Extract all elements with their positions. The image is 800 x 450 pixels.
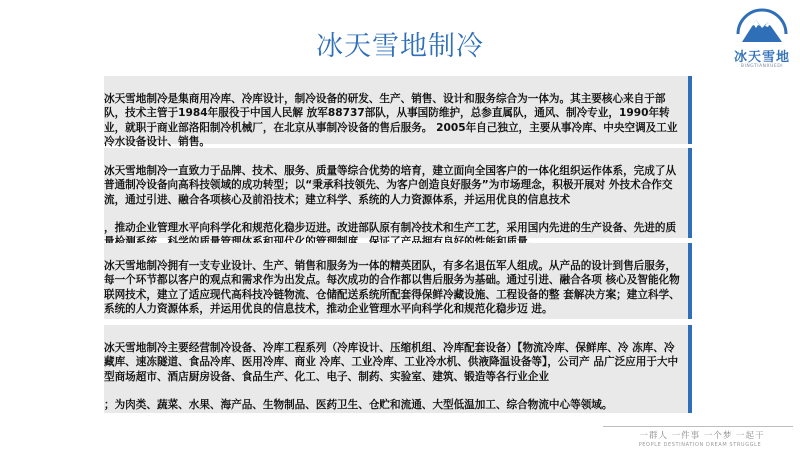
paragraph-text: 冰天雪地制冷拥有一支专业设计、生产、销售和服务为一体的精英团队，有多名退伍军人组成。从产品的设计到售后服务，每一个环节都以客户的观点和需求作为出发点。每次成功的合作都以售后服务为基础。通过引进、融合各项 核心及智能化物联网技术，建立了适应现代高科技冷链物流、仓储配送系统所配套得保鲜冷藏设施、工程设备的整 套解决方案；建立科学、系统的人力资源体系，并运用优良的信息技术，推动企业管理水平向科学化和规范化稳步迈 进。 [104, 260, 680, 315]
business-paragraph [104, 325, 692, 413]
footer-divider [603, 426, 793, 427]
logo-name: 冰天雪地 [733, 50, 790, 65]
paragraph-text: ，推动企业管理水平向科学化和规范化稳步迈进。改进部队原有制冷技术和生产工艺，采用国内先进的生产设备、先进的质 [104, 222, 677, 235]
paragraph-text: 冰天雪地制冷是集商用冷库、冷库设计，制冷设备的研发、生产、销售、设计和服务综合为一体为。其主要核心来自于部队，技术主管于1984年服役于中国人民解 放军88737部队，从事国防维护，总参直属队，通风、制冷专业，1990年转业，就职于商业部洛阳制冷机械厂，在北京从事制冷设备的售后服务。 2005年自己独立，主要从事冷库、中央空调及工业冷水设备设计、销售。 [104, 93, 678, 148]
philosophy-paragraph [104, 148, 692, 238]
paragraph-text: 冰天雪地制冷主要经营制冷设备、冷库工程系列（冷库设计、压缩机组、冷库配套设备）【物流冷库、保鲜库、冷 冻库、冷藏库、速冻隧道、食品冷库、医用冷库、商业 冷库、工业冷库、工业冷水机、供液降温设备等】，公司产 品广泛应用于大中型商场超市、酒店厨房设备、食品生产、化工、电子、制药、实验室、建筑、锻造等各行业企业 [104, 342, 679, 383]
footer-slogan-en: PEOPLE DESTINATION DREAM STRUGGLE [638, 442, 762, 448]
footer-slogan-cn: 一群人 一件事 一个梦 一起干 [639, 431, 765, 441]
intro-paragraph [104, 76, 692, 148]
team-paragraph [104, 243, 692, 319]
logo-subtitle: BINGTIANXUEDI [740, 64, 784, 69]
page-title: 冰天雪地制冷 [316, 31, 484, 62]
brand-logo [730, 6, 794, 80]
paragraph-text: ；为肉类、蔬菜、水果、海产品、生物制品、医药卫生、仓贮和流通、大型低温加工、综合物流中心等领域。 [104, 399, 613, 412]
paragraph-text: 冰天雪地制冷一直致力于品牌、技术、服务、质量等综合优势的培育，建立面向全国客户的一体化组织运作体系，完成了从普通制冷设备向高科技领域的成功转型；以“秉承科技领先、为客户创造良好服务”为市场理念，积极开展对 外技术合作交流，通过引进、融合各项核心及前沿技术；建立科学、系统的人力资源体系，并运用优良的信息技术 [104, 165, 677, 206]
